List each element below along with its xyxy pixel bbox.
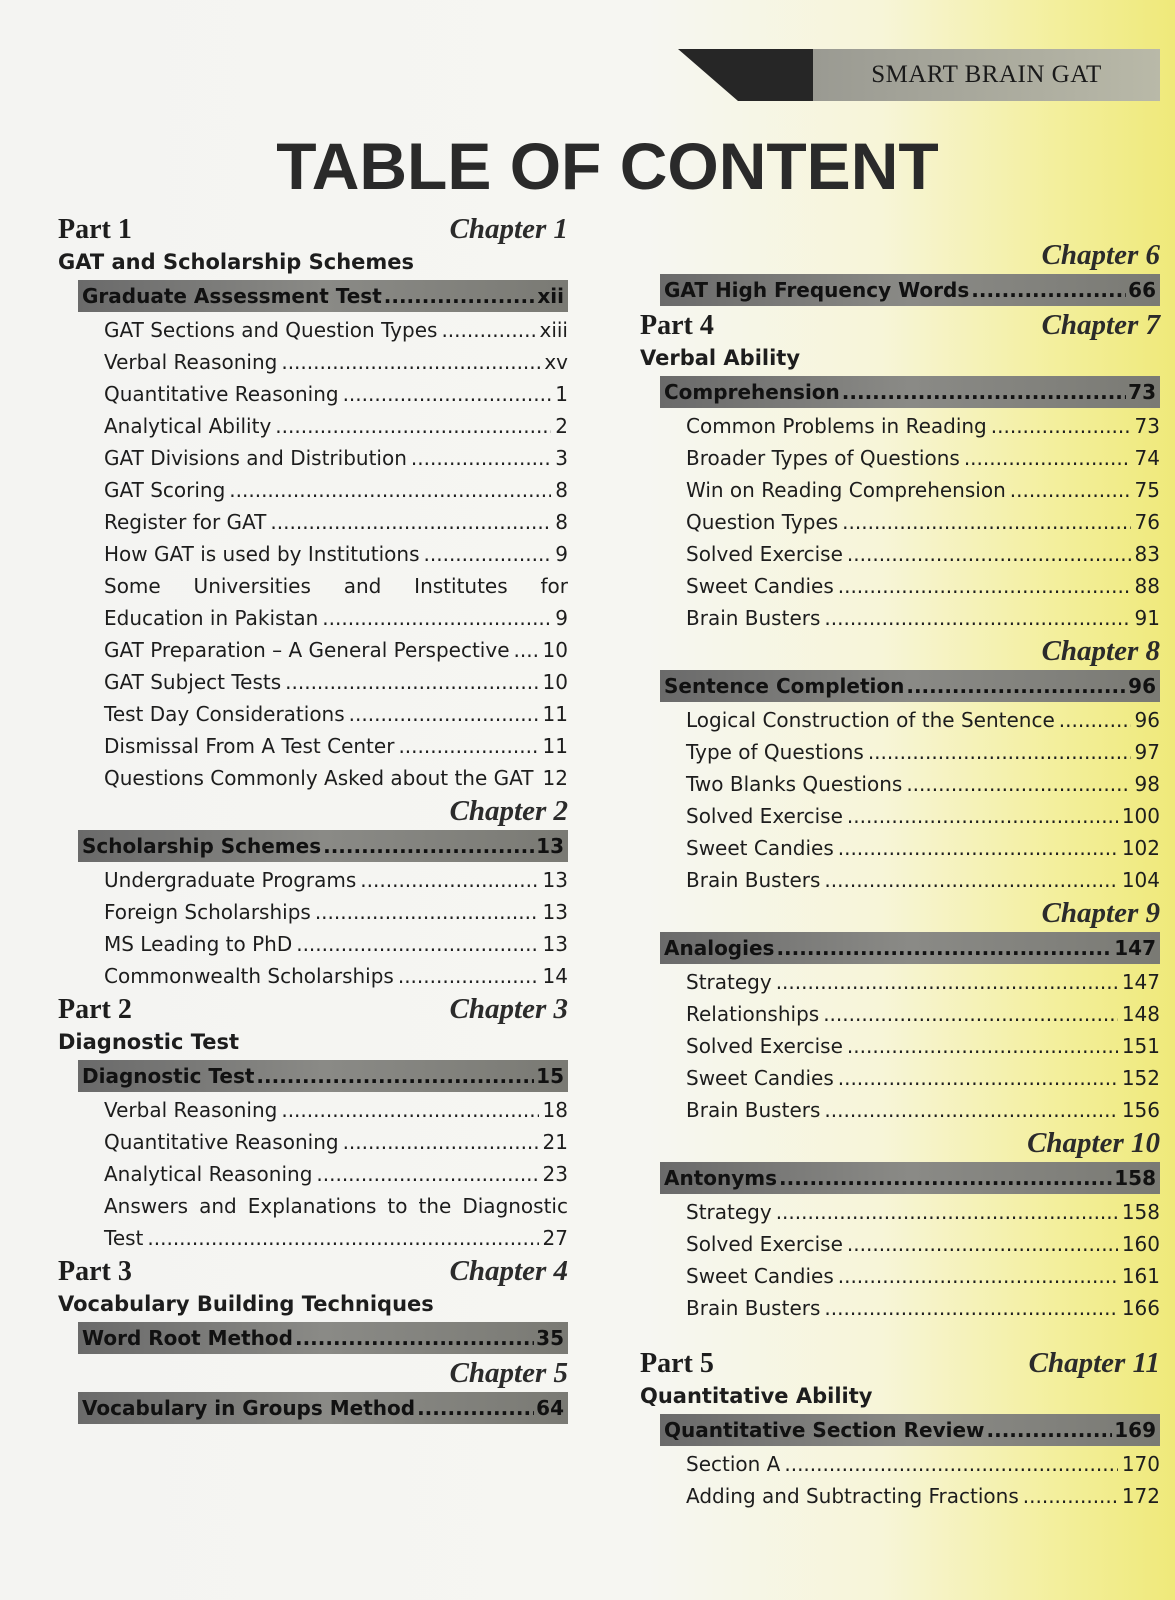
chapter-bar-title: Analogies — [664, 936, 775, 960]
chapter-bar[interactable] — [78, 1392, 568, 1424]
toc-entry[interactable] — [686, 1030, 1160, 1062]
section-list — [686, 1196, 1160, 1324]
toc-entry-title: Test Day Considerations — [104, 702, 345, 726]
page-number: 170 — [1121, 1452, 1160, 1476]
page-number: 10 — [542, 670, 568, 694]
chapter-bar[interactable] — [660, 274, 1160, 306]
toc-entry[interactable] — [104, 666, 568, 698]
toc-entry-title: Two Blanks Questions — [686, 772, 903, 796]
toc-entry-title: MS Leading to PhD — [104, 932, 293, 956]
toc-entry-title: Analytical Reasoning — [104, 1162, 313, 1186]
page-number: 23 — [542, 1162, 568, 1186]
toc-entry[interactable] — [104, 730, 568, 762]
page-title: TABLE OF CONTENT — [276, 129, 939, 203]
page-number: 83 — [1134, 542, 1160, 566]
toc-entry-title: Adding and Subtracting Fractions — [686, 1484, 1019, 1508]
chapter-bar-title: Vocabulary in Groups Method — [82, 1396, 416, 1420]
chapter-2-header — [58, 794, 568, 828]
chapter-8-header — [640, 634, 1160, 668]
section-list — [686, 966, 1160, 1126]
toc-entry-title: Verbal Reasoning — [104, 350, 278, 374]
part-title: Diagnostic Test — [58, 1030, 240, 1054]
toc-entry[interactable] — [686, 602, 1160, 634]
page-number: 91 — [1134, 606, 1160, 630]
page-number: 11 — [542, 702, 568, 726]
chapter-label: Chapter 6 — [1041, 239, 1160, 271]
toc-entry[interactable] — [686, 1196, 1160, 1228]
toc-entry-title: Register for GAT — [104, 510, 267, 534]
part-4-header — [640, 308, 1160, 342]
page-number: xv — [544, 350, 568, 374]
page-number: 15 — [536, 1064, 564, 1088]
banner-text: SMART BRAIN GAT — [871, 61, 1102, 88]
toc-entry[interactable] — [686, 570, 1160, 602]
toc-entry-title: Strategy — [686, 1200, 772, 1224]
page-number: xiii — [539, 318, 568, 342]
part-1-header — [58, 212, 568, 246]
toc-entry[interactable] — [686, 998, 1160, 1030]
section-list — [686, 704, 1160, 896]
toc-entry[interactable] — [104, 410, 568, 442]
toc-entry[interactable] — [686, 474, 1160, 506]
page-number: 158 — [1114, 1166, 1156, 1190]
toc-entry[interactable] — [686, 768, 1160, 800]
chapter-label: Chapter 3 — [449, 993, 568, 1025]
toc-entry-title: Brain Busters — [686, 868, 821, 892]
toc-entry-title: Quantitative Reasoning — [104, 382, 339, 406]
page-number: 27 — [542, 1226, 568, 1250]
toc-entry[interactable] — [686, 966, 1160, 998]
page-number: 9 — [555, 542, 568, 566]
page-number: 96 — [1128, 674, 1156, 698]
part-2-header — [58, 992, 568, 1026]
chapter-bar[interactable] — [78, 1060, 568, 1092]
page-number: 3 — [555, 446, 568, 470]
toc-entry[interactable] — [686, 736, 1160, 768]
chapter-label: Chapter 1 — [449, 213, 568, 245]
page-number: 75 — [1134, 478, 1160, 502]
part-title: Quantitative Ability — [640, 1384, 873, 1408]
page-number: 156 — [1121, 1098, 1160, 1122]
chapter-bar-title: Scholarship Schemes — [82, 834, 322, 858]
toc-entry-title: How GAT is used by Institutions — [104, 542, 420, 566]
page-number: 11 — [542, 734, 568, 758]
toc-entry-title: Type of Questions — [686, 740, 864, 764]
toc-entry-title: Solved Exercise — [686, 542, 843, 566]
chapter-label: Chapter 7 — [1041, 309, 1160, 341]
part-5-header — [640, 1346, 1160, 1380]
toc-entry-title: Brain Busters — [686, 1296, 821, 1320]
chapter-10-header — [640, 1126, 1160, 1160]
toc-entry-title: Broader Types of Questions — [686, 446, 960, 470]
chapter-bar[interactable] — [78, 280, 568, 312]
toc-entry[interactable] — [686, 538, 1160, 570]
section-list — [104, 634, 568, 794]
section-list — [686, 410, 1160, 634]
toc-entry-title: GAT Divisions and Distribution — [104, 446, 407, 470]
chapter-bar[interactable] — [660, 1414, 1160, 1446]
page-number: xii — [537, 284, 564, 308]
toc-entry[interactable] — [686, 410, 1160, 442]
toc-entry[interactable] — [104, 474, 568, 506]
toc-entry[interactable] — [104, 378, 568, 410]
page-number: 148 — [1121, 1002, 1160, 1026]
page-number: 8 — [555, 478, 568, 502]
chapter-6-header — [640, 238, 1160, 272]
page-number: 96 — [1134, 708, 1160, 732]
toc-entry[interactable] — [686, 1062, 1160, 1094]
toc-entry-title: GAT Sections and Question Types — [104, 318, 438, 342]
page-number: 35 — [536, 1326, 564, 1350]
toc-entry-title: Commonwealth Scholarships — [104, 964, 394, 988]
toc-entry-title: GAT Preparation – A General Perspective — [104, 638, 510, 662]
chapter-bar-title: Diagnostic Test — [82, 1064, 255, 1088]
chapter-bar-title: Sentence Completion — [664, 674, 905, 698]
toc-entry-title: Test — [104, 1226, 144, 1250]
toc-entry[interactable] — [686, 1228, 1160, 1260]
chapter-bar[interactable] — [660, 932, 1160, 964]
chapter-bar-title: Antonyms — [664, 1166, 778, 1190]
toc-entry-title: Strategy — [686, 970, 772, 994]
page-number: 8 — [555, 510, 568, 534]
toc-entry-title: Sweet Candies — [686, 1066, 834, 1090]
toc-entry[interactable] — [104, 864, 568, 896]
part-label: Part 1 — [58, 214, 132, 245]
toc-entry-title: Section A — [686, 1452, 781, 1476]
toc-entry[interactable] — [104, 1158, 568, 1190]
page-number: 64 — [536, 1396, 564, 1420]
toc-entry-title: Brain Busters — [686, 606, 821, 630]
page-number: 2 — [555, 414, 568, 438]
page-number: 160 — [1121, 1232, 1160, 1256]
toc-entry-title: Sweet Candies — [686, 574, 834, 598]
page-number: 104 — [1121, 868, 1160, 892]
toc-entry-title: Solved Exercise — [686, 804, 843, 828]
toc-entry-title: Education in Pakistan — [104, 606, 319, 630]
part-label: Part 4 — [640, 310, 714, 341]
toc-entry[interactable] — [104, 896, 568, 928]
toc-entry-title: Questions Commonly Asked about the GAT — [104, 766, 534, 790]
toc-entry[interactable] — [104, 762, 568, 794]
page-number: 74 — [1134, 446, 1160, 470]
chapter-9-header — [640, 896, 1160, 930]
section-list-wrap — [104, 1190, 568, 1254]
section-list — [686, 1448, 1160, 1512]
toc-entry-title: Quantitative Reasoning — [104, 1130, 339, 1154]
toc-entry-title: Logical Construction of the Sentence — [686, 708, 1055, 732]
page-number: 13 — [536, 834, 564, 858]
toc-entry[interactable] — [686, 506, 1160, 538]
toc-entry-title: Sweet Candies — [686, 836, 834, 860]
toc-entry[interactable] — [104, 634, 568, 666]
section-list — [104, 1094, 568, 1190]
page-number: 10 — [542, 638, 568, 662]
toc-entry[interactable] — [104, 1222, 568, 1254]
toc-entry-title: Question Types — [686, 510, 839, 534]
toc-entry-title: Common Problems in Reading — [686, 414, 987, 438]
page-number: 9 — [555, 606, 568, 630]
chapter-label: Chapter 8 — [1041, 635, 1160, 667]
toc-entry-wrap-line[interactable]: Answers and Explanations to the Diagnostic — [104, 1194, 568, 1218]
toc-entry-title: Win on Reading Comprehension — [686, 478, 1006, 502]
chapter-bar[interactable] — [660, 376, 1160, 408]
toc-entry[interactable] — [104, 1094, 568, 1126]
toc-entry-title: Undergraduate Programs — [104, 868, 357, 892]
toc-entry[interactable] — [686, 1480, 1160, 1512]
page-number: 147 — [1121, 970, 1160, 994]
toc-entry-title: Sweet Candies — [686, 1264, 834, 1288]
part-label: Part 5 — [640, 1348, 714, 1379]
part-label: Part 2 — [58, 994, 132, 1025]
toc-entry[interactable] — [104, 442, 568, 474]
part-title: Verbal Ability — [640, 346, 801, 370]
part-title: Vocabulary Building Techniques — [58, 1292, 434, 1316]
page-number: 100 — [1121, 804, 1160, 828]
banner-dark-wedge — [678, 49, 828, 101]
chapter-bar-title: GAT High Frequency Words — [664, 278, 970, 302]
toc-entry[interactable] — [686, 864, 1160, 896]
part-label: Part 3 — [58, 1256, 132, 1287]
toc-entry[interactable] — [686, 1094, 1160, 1126]
page-number: 13 — [542, 932, 568, 956]
toc-entry-title: Relationships — [686, 1002, 820, 1026]
chapter-bar-title: Word Root Method — [82, 1326, 293, 1350]
toc-entry[interactable] — [686, 1260, 1160, 1292]
page-number: 13 — [542, 868, 568, 892]
toc-entry[interactable] — [104, 538, 568, 570]
chapter-label: Chapter 2 — [449, 795, 568, 827]
toc-entry[interactable] — [686, 1448, 1160, 1480]
chapter-label: Chapter 5 — [449, 1357, 568, 1389]
page-number: 88 — [1134, 574, 1160, 598]
page-number: 12 — [542, 766, 568, 790]
page-number: 152 — [1121, 1066, 1160, 1090]
page-number: 13 — [542, 900, 568, 924]
page-number: 1 — [555, 382, 568, 406]
chapter-label: Chapter 4 — [449, 1255, 568, 1287]
toc-entry[interactable] — [104, 960, 568, 992]
page-number: 102 — [1121, 836, 1160, 860]
toc-entry[interactable] — [104, 314, 568, 346]
toc-entry-title: Foreign Scholarships — [104, 900, 311, 924]
toc-entry[interactable] — [104, 602, 568, 634]
toc-entry-title: GAT Scoring — [104, 478, 226, 502]
chapter-bar-title: Comprehension — [664, 380, 840, 404]
toc-entry[interactable] — [686, 800, 1160, 832]
toc-entry[interactable] — [104, 1126, 568, 1158]
right-column — [640, 238, 1160, 1512]
section-list — [104, 314, 568, 570]
chapter-5-header — [58, 1356, 568, 1390]
toc-entry-title: Solved Exercise — [686, 1232, 843, 1256]
left-column — [58, 212, 568, 1426]
toc-entry-title: Verbal Reasoning — [104, 1098, 278, 1122]
toc-entry-title: Dismissal From A Test Center — [104, 734, 395, 758]
page-number: 76 — [1134, 510, 1160, 534]
toc-entry-title: Brain Busters — [686, 1098, 821, 1122]
page-number: 172 — [1121, 1484, 1160, 1508]
chapter-bar-title: Graduate Assessment Test — [82, 284, 382, 308]
page-number: 18 — [542, 1098, 568, 1122]
toc-entry-title: Analytical Ability — [104, 414, 272, 438]
page-number: 73 — [1134, 414, 1160, 438]
page-number: 66 — [1128, 278, 1156, 302]
chapter-bar[interactable] — [78, 830, 568, 862]
toc-entry-wrap-line[interactable]: Some Universities and Institutes for — [104, 574, 568, 598]
toc-entry[interactable] — [104, 928, 568, 960]
section-list — [104, 864, 568, 992]
page-number: 161 — [1121, 1264, 1160, 1288]
page-number: 21 — [542, 1130, 568, 1154]
toc-entry-title: Solved Exercise — [686, 1034, 843, 1058]
chapter-bar[interactable] — [660, 1162, 1160, 1194]
toc-entry[interactable] — [104, 346, 568, 378]
chapter-label: Chapter 10 — [1027, 1127, 1160, 1159]
toc-entry[interactable] — [686, 832, 1160, 864]
page-number: 14 — [542, 964, 568, 988]
page-number: 147 — [1114, 936, 1156, 960]
section-list-wrap — [104, 570, 568, 634]
part-title: GAT and Scholarship Schemes — [58, 250, 415, 274]
page-number: 73 — [1128, 380, 1156, 404]
page-number: 98 — [1134, 772, 1160, 796]
chapter-bar-title: Quantitative Section Review — [664, 1418, 985, 1442]
banner-title-box — [813, 49, 1160, 101]
page-number: 97 — [1134, 740, 1160, 764]
toc-entry[interactable] — [686, 1292, 1160, 1324]
chapter-label: Chapter 11 — [1028, 1347, 1160, 1379]
chapter-bar[interactable] — [78, 1322, 568, 1354]
toc-entry[interactable] — [686, 704, 1160, 736]
page-number: 151 — [1121, 1034, 1160, 1058]
page-number: 169 — [1114, 1418, 1156, 1442]
chapter-bar[interactable] — [660, 670, 1160, 702]
toc-entry[interactable] — [686, 442, 1160, 474]
toc-entry[interactable] — [104, 506, 568, 538]
page-number: 158 — [1121, 1200, 1160, 1224]
chapter-label: Chapter 9 — [1041, 897, 1160, 929]
toc-entry-title: GAT Subject Tests — [104, 670, 282, 694]
header-banner — [678, 49, 1160, 101]
page-number: 166 — [1121, 1296, 1160, 1320]
part-3-header — [58, 1254, 568, 1288]
toc-entry[interactable] — [104, 698, 568, 730]
